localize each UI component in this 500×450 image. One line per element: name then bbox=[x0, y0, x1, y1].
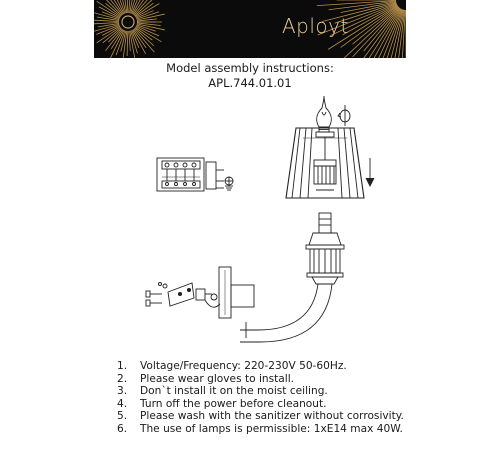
lamp-shade bbox=[286, 128, 364, 198]
instruction-item bbox=[117, 373, 404, 386]
instruction-number: 4. bbox=[117, 397, 128, 410]
rotate-arrow-icon bbox=[338, 105, 350, 126]
instruction-item bbox=[117, 423, 404, 436]
wall-plate bbox=[219, 267, 254, 318]
document-title: Model assembly instructions: bbox=[166, 61, 334, 75]
instruction-number: 6. bbox=[117, 422, 128, 435]
instruction-item bbox=[117, 360, 404, 373]
socket-holder bbox=[306, 213, 344, 284]
down-arrow-icon bbox=[366, 158, 374, 186]
mounting-bracket bbox=[168, 283, 220, 307]
terminal-block-icon bbox=[157, 158, 224, 191]
instruction-number: 5. bbox=[117, 410, 128, 423]
instruction-text: Please wash with the sanitizer without corrosivity. bbox=[140, 410, 404, 423]
instruction-text: Voltage/Frequency: 220-230V 50-60Hz. bbox=[140, 360, 347, 372]
screw-icon bbox=[146, 283, 167, 307]
instruction-text: Please wear gloves to install. bbox=[140, 372, 295, 385]
instruction-item bbox=[117, 410, 404, 423]
brand-name: Aployt bbox=[282, 14, 349, 38]
model-code: APL.744.01.01 bbox=[208, 76, 292, 90]
instructions-list bbox=[117, 360, 404, 436]
instruction-number: 2. bbox=[117, 372, 128, 385]
instruction-item bbox=[117, 398, 404, 411]
instruction-text: The use of lamps is permissible: 1xE14 max 40W. bbox=[140, 422, 403, 435]
ground-symbol-icon bbox=[225, 177, 233, 190]
instruction-number: 1. bbox=[117, 360, 128, 372]
bulb-icon bbox=[317, 96, 332, 132]
instruction-text: Turn off the power before cleanout. bbox=[140, 397, 327, 410]
instruction-number: 3. bbox=[117, 385, 128, 398]
instruction-item bbox=[117, 385, 404, 398]
instruction-text: Don`t install it on the moist ceiling. bbox=[140, 385, 328, 398]
